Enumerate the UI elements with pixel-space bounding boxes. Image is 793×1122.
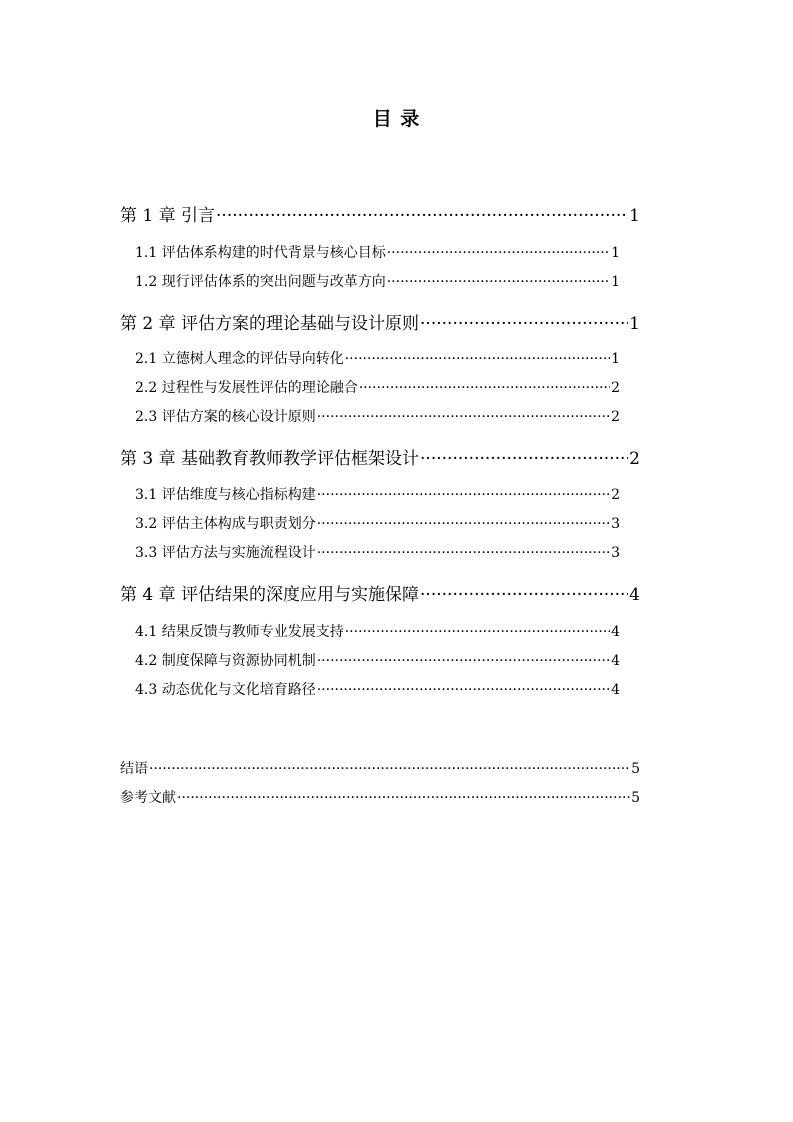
leader-dots bbox=[345, 624, 610, 640]
toc-section-2-3[interactable] bbox=[135, 406, 620, 426]
toc-section-4-2[interactable] bbox=[135, 650, 620, 670]
toc-chapter-1[interactable] bbox=[120, 201, 640, 226]
section-label: 2.2 过程性与发展性评估的理论融合 bbox=[135, 380, 358, 396]
toc-section-2-2[interactable] bbox=[135, 377, 620, 397]
toc-conclusion[interactable] bbox=[120, 758, 640, 778]
leader-dots bbox=[317, 545, 610, 561]
section-label: 3.1 评估维度与核心指标构建 bbox=[135, 487, 316, 503]
section-label: 1.2 现行评估体系的突出问题与改革方向 bbox=[135, 274, 386, 290]
toc-section-3-1[interactable] bbox=[135, 484, 620, 504]
leader-dots bbox=[359, 380, 610, 396]
page-number: 5 bbox=[631, 790, 640, 806]
toc-section-3-2[interactable] bbox=[135, 513, 620, 533]
page-number: 4 bbox=[629, 585, 640, 605]
leader-dots bbox=[420, 585, 628, 605]
toc-chapter-4[interactable] bbox=[120, 580, 640, 605]
section-label: 4.2 制度保障与资源协同机制 bbox=[135, 653, 316, 669]
page-number: 3 bbox=[611, 545, 620, 561]
toc-section-3-3[interactable] bbox=[135, 542, 620, 562]
page-number: 1 bbox=[629, 206, 640, 226]
page-number: 4 bbox=[611, 682, 620, 698]
chapter-label: 第 3 章 基础教育教师教学评估框架设计 bbox=[120, 449, 420, 469]
leader-dots bbox=[149, 761, 630, 777]
leader-dots bbox=[177, 790, 630, 806]
toc-section-1-1[interactable] bbox=[135, 242, 620, 262]
page-number: 2 bbox=[611, 487, 620, 503]
page-number: 5 bbox=[631, 761, 640, 777]
leader-dots bbox=[317, 682, 610, 698]
section-label: 4.1 结果反馈与教师专业发展支持 bbox=[135, 624, 344, 640]
leader-dots bbox=[216, 206, 628, 226]
page-number: 4 bbox=[611, 624, 620, 640]
leader-dots bbox=[420, 314, 628, 334]
toc-chapter-2[interactable] bbox=[120, 309, 640, 334]
page-number: 1 bbox=[611, 351, 620, 367]
page-number: 2 bbox=[611, 380, 620, 396]
section-label: 2.3 评估方案的核心设计原则 bbox=[135, 409, 316, 425]
page-number: 1 bbox=[611, 274, 620, 290]
toc-section-1-2[interactable] bbox=[135, 271, 620, 291]
chapter-label: 第 1 章 引言 bbox=[120, 206, 216, 226]
section-label: 3.3 评估方法与实施流程设计 bbox=[135, 545, 316, 561]
section-label: 1.1 评估体系构建的时代背景与核心目标 bbox=[135, 245, 386, 261]
leader-dots bbox=[317, 487, 610, 503]
section-label: 2.1 立德树人理念的评估导向转化 bbox=[135, 351, 344, 367]
page-number: 1 bbox=[611, 245, 620, 261]
chapter-label: 第 2 章 评估方案的理论基础与设计原则 bbox=[120, 314, 420, 334]
page-number: 2 bbox=[611, 409, 620, 425]
toc-section-2-1[interactable] bbox=[135, 348, 620, 368]
page-number: 2 bbox=[629, 449, 640, 469]
page-number: 1 bbox=[629, 314, 640, 334]
leader-dots bbox=[317, 516, 610, 532]
end-item-label: 结语 bbox=[120, 761, 148, 777]
leader-dots bbox=[387, 245, 610, 261]
leader-dots bbox=[387, 274, 610, 290]
toc-chapter-3[interactable] bbox=[120, 444, 640, 469]
section-label: 4.3 动态优化与文化培育路径 bbox=[135, 682, 316, 698]
leader-dots bbox=[420, 449, 628, 469]
leader-dots bbox=[345, 351, 610, 367]
toc-references[interactable] bbox=[120, 787, 640, 807]
toc-section-4-3[interactable] bbox=[135, 679, 620, 699]
chapter-label: 第 4 章 评估结果的深度应用与实施保障 bbox=[120, 585, 420, 605]
page-number: 3 bbox=[611, 516, 620, 532]
page-number: 4 bbox=[611, 653, 620, 669]
toc-section-4-1[interactable] bbox=[135, 621, 620, 641]
toc-title: 目 录 bbox=[372, 108, 421, 130]
leader-dots bbox=[317, 409, 610, 425]
section-label: 3.2 评估主体构成与职责划分 bbox=[135, 516, 316, 532]
end-item-label: 参考文献 bbox=[120, 790, 176, 806]
leader-dots bbox=[317, 653, 610, 669]
